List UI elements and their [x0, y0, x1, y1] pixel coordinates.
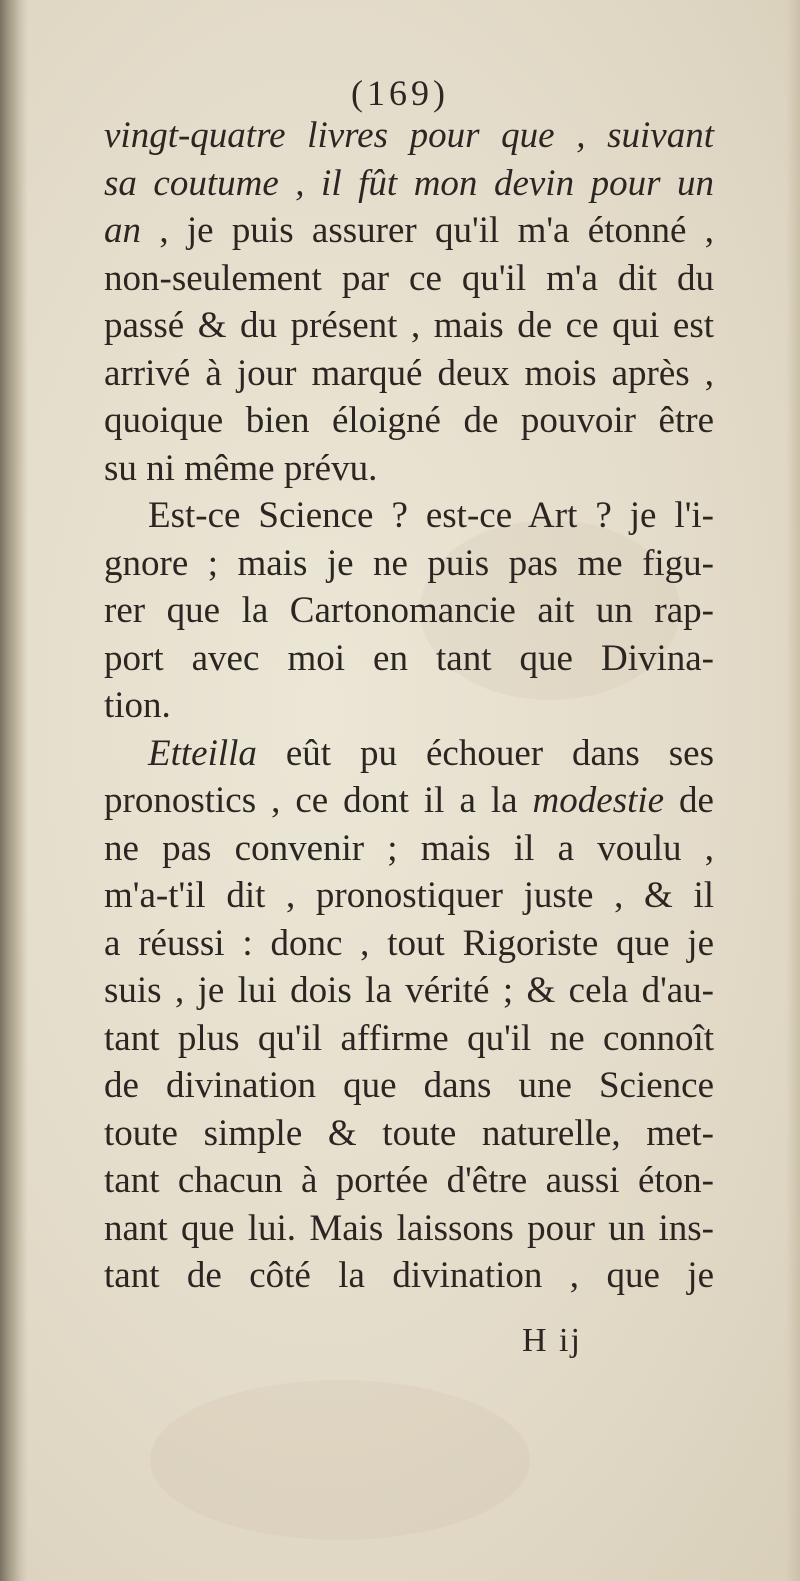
text-run: eût pu échouer dans ses	[256, 732, 714, 774]
text-run: Est-ce Science ? est-ce Art ? je l'i-	[148, 495, 714, 536]
text-line	[104, 207, 714, 255]
body-text	[104, 112, 714, 1300]
italic-text: modestie	[532, 780, 665, 821]
text-line	[104, 112, 714, 160]
text-run: pronostics , ce dont il a la	[104, 780, 533, 821]
text-line	[104, 635, 714, 683]
text-run: tion.	[104, 685, 171, 726]
paper-stain	[150, 1380, 530, 1540]
text-run: tant chacun à portée d'être aussi éton-	[104, 1160, 714, 1201]
text-line	[104, 967, 714, 1015]
text-line	[104, 540, 714, 588]
text-line	[104, 1252, 714, 1300]
text-run: de	[664, 780, 714, 821]
text-run: non-seulement par ce qu'il m'a dit du	[104, 257, 714, 299]
text-line	[104, 1062, 714, 1110]
text-run: quoique bien éloigné de pouvoir être	[104, 400, 714, 441]
italic-text: vingt-quatre livres pour que , suivant	[104, 115, 714, 156]
italic-text: Etteilla	[148, 732, 257, 774]
text-line	[104, 872, 714, 920]
text-line	[104, 682, 714, 730]
text-line	[104, 1157, 714, 1205]
text-line	[104, 1205, 714, 1253]
text-line	[104, 1110, 714, 1158]
text-run: passé & du présent , mais de ce qui est	[104, 305, 714, 346]
text-line	[104, 492, 714, 540]
text-line	[104, 445, 714, 493]
signature-mark: H ij	[522, 1322, 582, 1359]
text-run: ne pas convenir ; mais il a voulu ,	[104, 827, 714, 869]
text-line	[104, 825, 714, 873]
text-run: nant que lui. Mais laissons pour un ins-	[104, 1207, 714, 1249]
text-run: a réussi : donc , tout Rigoriste que je	[104, 922, 714, 964]
text-line	[104, 1015, 714, 1063]
text-line	[104, 302, 714, 350]
text-run: gnore ; mais je ne puis pas me figu-	[104, 542, 714, 584]
text-line	[104, 730, 714, 778]
text-line	[104, 350, 714, 398]
text-run: toute simple & toute naturelle, met-	[104, 1112, 714, 1154]
text-run: , je puis assurer qu'il m'a étonné ,	[141, 210, 714, 251]
text-run: rer que la Cartonomancie ait un rap-	[104, 590, 714, 631]
text-line	[104, 587, 714, 635]
binding-shadow	[0, 0, 28, 1581]
page-number: (169)	[351, 73, 449, 113]
text-run: suis , je lui dois la vérité ; & cela d'au-	[104, 970, 714, 1011]
text-run: tant plus qu'il affirme qu'il ne connoît	[104, 1017, 714, 1059]
text-line	[104, 255, 714, 303]
text-run: su ni même prévu.	[104, 447, 378, 489]
text-run: m'a-t'il dit , pronostiquer juste , & il	[104, 875, 714, 916]
text-line	[104, 160, 714, 208]
text-line	[104, 397, 714, 445]
text-line	[104, 777, 714, 825]
italic-text: sa coutume , il fût mon devin pour un	[104, 162, 714, 204]
text-run: arrivé à jour marqué deux mois après ,	[104, 352, 714, 394]
text-run: de divination que dans une Science	[104, 1065, 714, 1106]
text-run: tant de côté la divination , que je	[104, 1255, 714, 1296]
page-edge	[786, 0, 800, 1581]
text-run: port avec moi en tant que Divina-	[104, 637, 714, 679]
text-line	[104, 920, 714, 968]
italic-text: an	[104, 210, 141, 251]
